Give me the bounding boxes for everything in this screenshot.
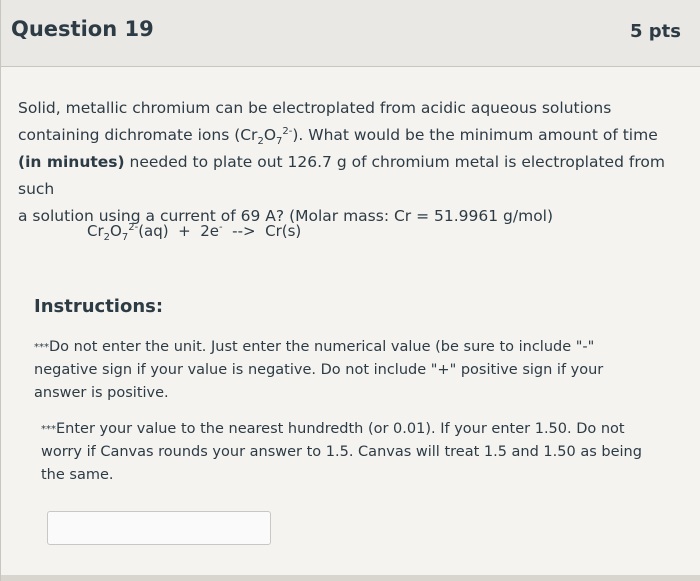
points-label: 5 pts [630,21,681,42]
question-text [18,95,678,230]
question-line-2: containing dichromate ions $(Cr_2O_7^{2-})$. What would be the minimum amount of time [18,125,658,148]
half-reaction-equation: $Cr_2O_7^{2-}(aq) + 2e^-$ --> Cr(s) [87,222,302,243]
question-line-1: Solid, metallic chromium can be electroplated from acidic aqueous solutions [18,99,612,117]
question-line-4: a solution using a current of 69 A? (Molar mass: Cr = 51.9961 g/mol) [18,207,554,225]
bold-in-minutes: (in minutes) [18,153,125,171]
answer-input[interactable] [47,511,271,545]
instruction-paragraph-1: ***Do not enter the unit. Just enter the numerical value (be sure to include "-" negative sign if your value is negative. Do not include "+" positive sign if your answer is positive. [34,339,604,401]
instructions-title: Instructions: [34,296,164,317]
instruction-paragraph-2: ***Enter your value to the nearest hundredth (or 0.01). If your enter 1.50. Do not worry if Canvas rounds your answer to 1.5. Canvas will treat 1.5 and 1.50 as being the same. [41,421,642,483]
question-header [1,0,700,67]
card-bottom-edge [1,575,700,581]
question-title: Question 19 [11,17,154,41]
question-line-3: (in minutes) needed to plate out 126.7 g of chromium metal is electroplated from such [18,153,665,198]
